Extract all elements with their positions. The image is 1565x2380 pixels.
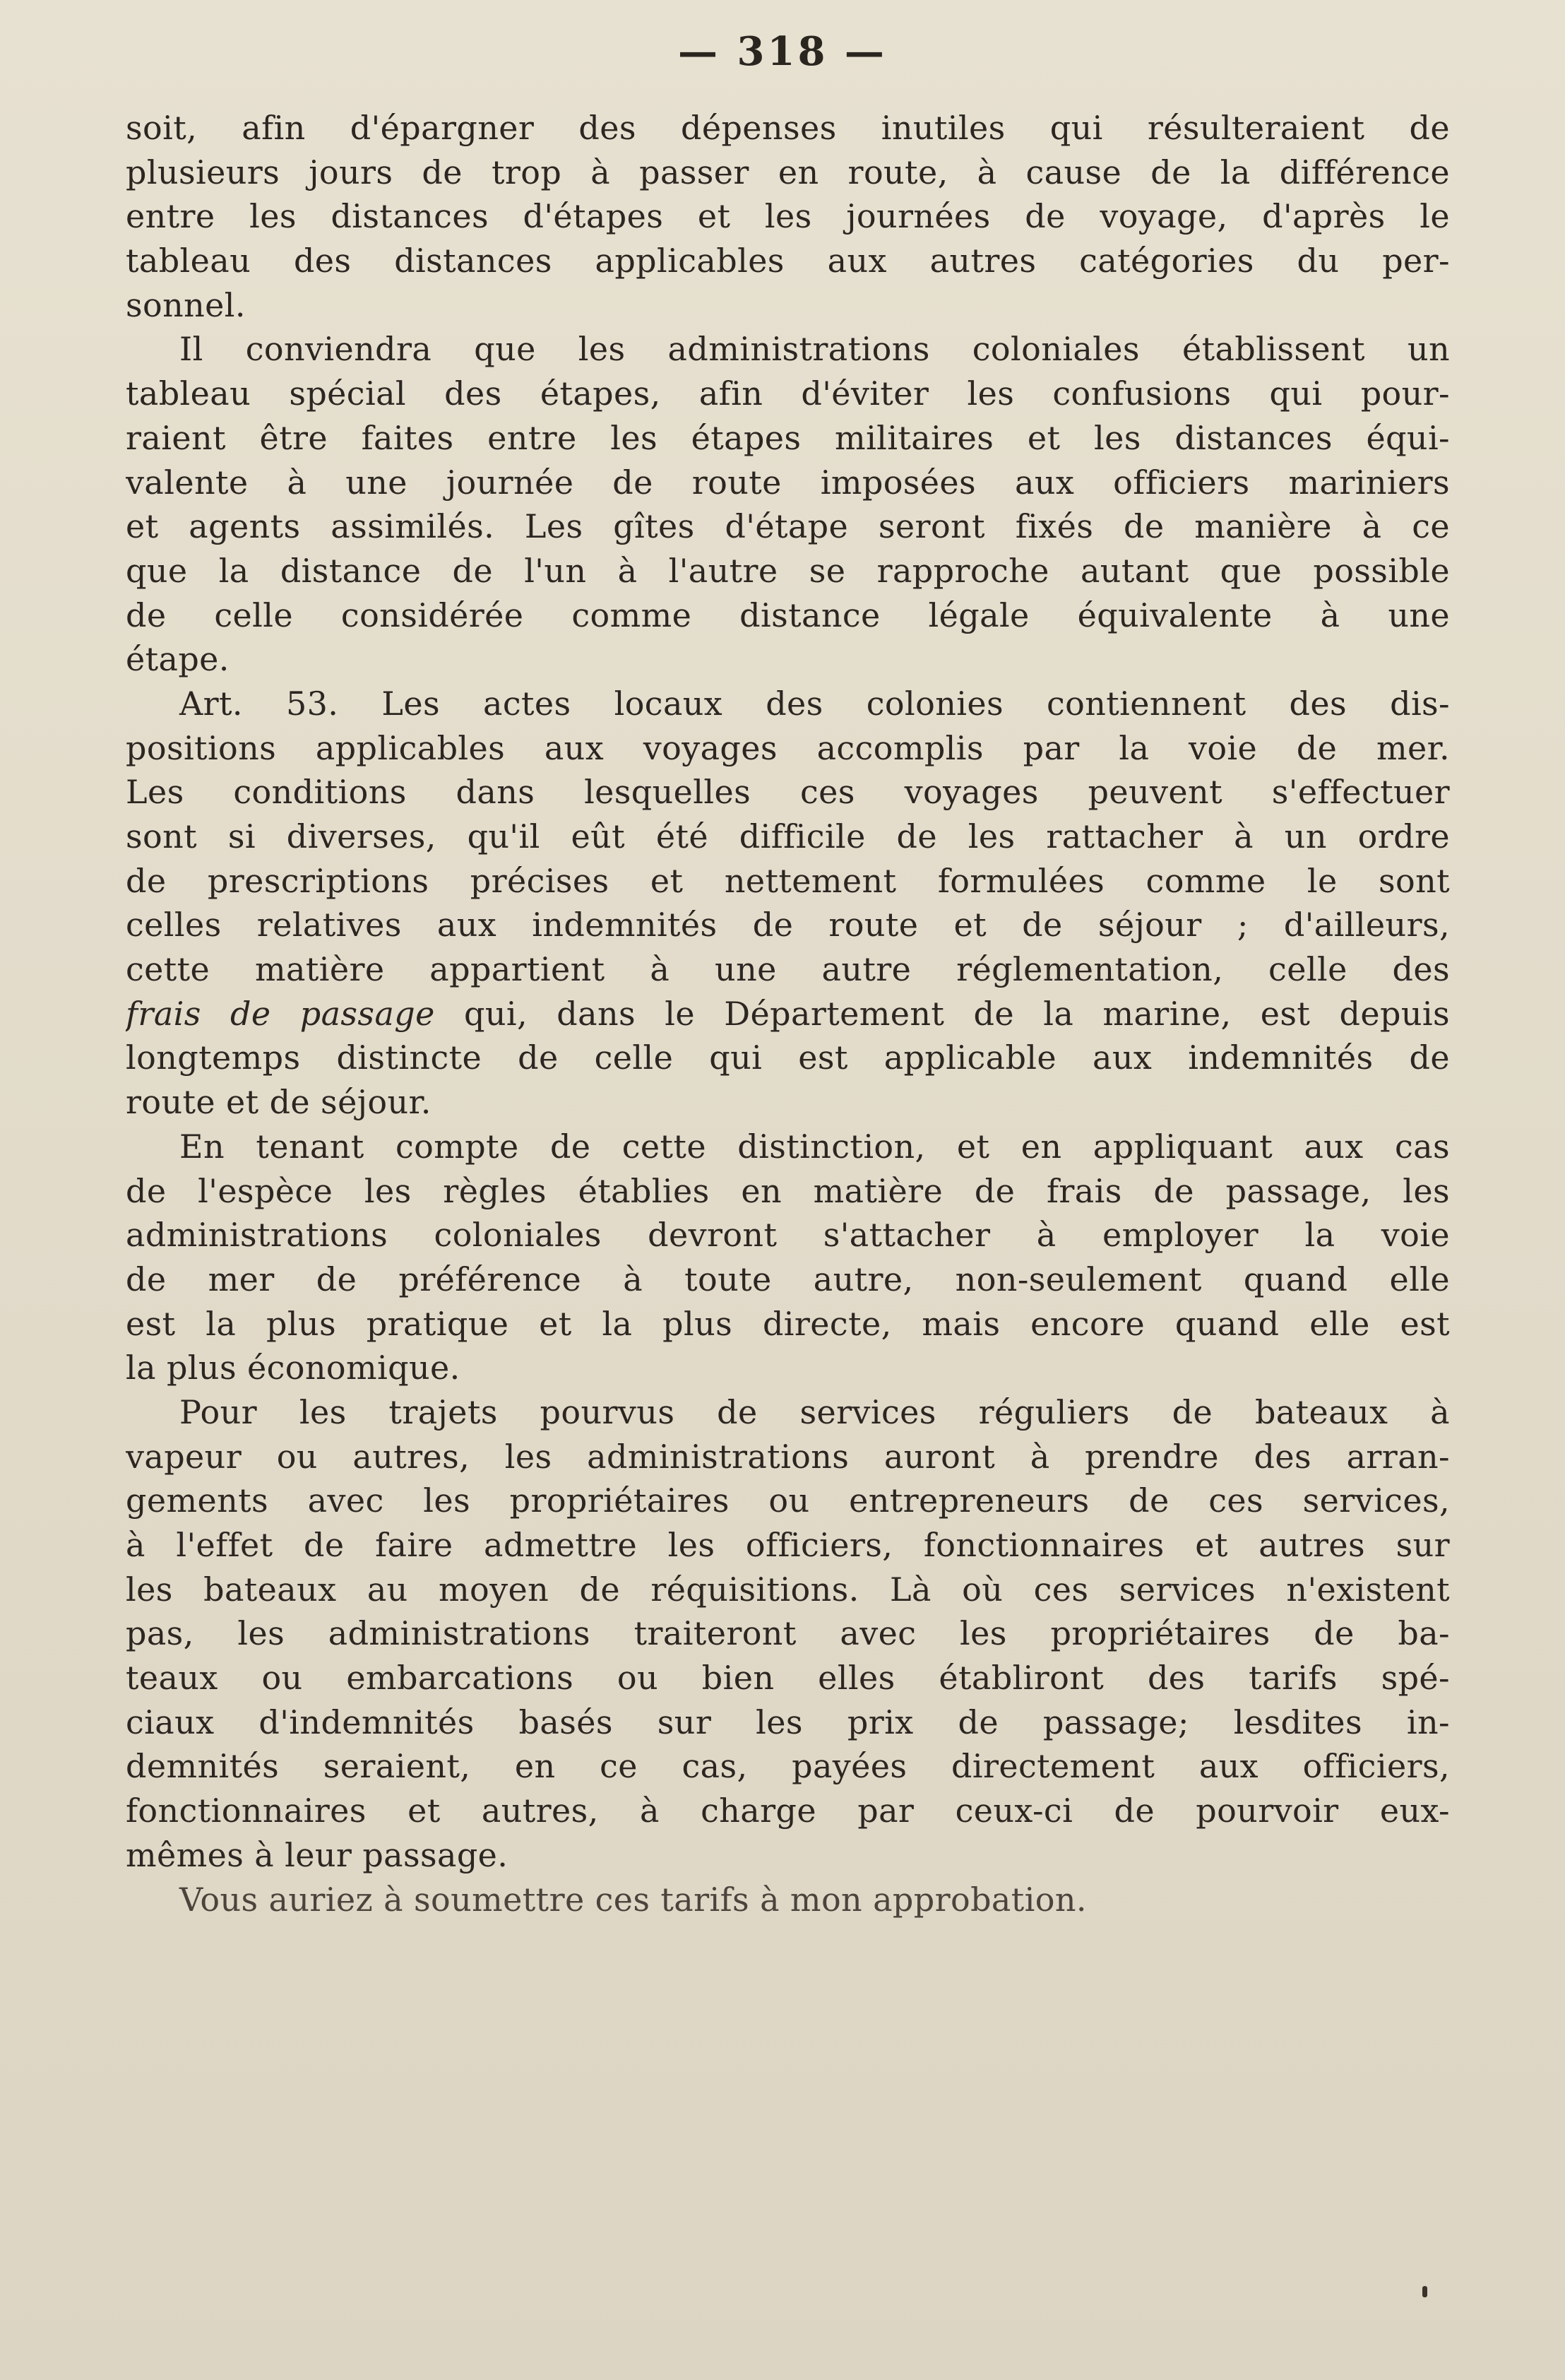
ink-speck — [1422, 2286, 1427, 2297]
text-line: de prescriptions précises et nettement formulées comme le sont — [126, 861, 1450, 900]
text-line: sonnel. — [126, 285, 246, 324]
text-line: En tenant compte de cette distinction, et en appliquant aux cas — [179, 1127, 1450, 1166]
paragraph-1 — [126, 106, 1450, 327]
text-line: route et de séjour. — [126, 1083, 432, 1122]
text-line: entre les distances d'étapes et les journées de voyage, d'après le — [126, 197, 1450, 236]
text-line: teaux ou embarcations ou bien elles établiront des tarifs spé- — [126, 1659, 1450, 1698]
text-line: administrations coloniales devront s'attacher à employer la voie — [126, 1216, 1450, 1255]
text-line: gements avec les propriétaires ou entrepreneurs de ces services, — [126, 1481, 1450, 1520]
text-line: de mer de préférence à toute autre, non-seulement quand elle — [126, 1260, 1450, 1298]
text-line: positions applicables aux voyages accomplis par la voie de mer. — [126, 728, 1450, 767]
paragraph-5 — [126, 1390, 1450, 1878]
text-line: celles relatives aux indemnités de route et de séjour ; d'ailleurs, — [126, 906, 1450, 945]
text-line: mêmes à leur passage. — [126, 1835, 508, 1874]
text-line: vapeur ou autres, les administrations auront à prendre des arran- — [126, 1437, 1450, 1476]
text-line: Il conviendra que les administrations coloniales établissent un — [179, 330, 1450, 369]
italic-term: frais de passage — [126, 994, 435, 1033]
text-line: étape. — [126, 640, 230, 679]
text-line: les bateaux au moyen de réquisitions. Là où ces services n'existent — [126, 1570, 1450, 1609]
text-line: la plus économique. — [126, 1349, 460, 1387]
text-line: ciaux d'indemnités basés sur les prix de passage; lesdites in- — [126, 1703, 1450, 1741]
text-line: tableau spécial des étapes, afin d'éviter les confusions qui pour- — [126, 374, 1450, 413]
text-line: à l'effet de faire admettre les officiers, fonctionnaires et autres sur — [126, 1526, 1450, 1564]
text-line: cette matière appartient à une autre réglementation, celle des — [126, 950, 1450, 989]
paragraph-2 — [126, 327, 1450, 682]
text-line: de l'espèce les règles établies en matière de frais de passage, les — [126, 1171, 1450, 1210]
text-line: que la distance de l'un à l'autre se rapproche autant que possible — [126, 551, 1450, 590]
body-text — [126, 106, 1450, 1922]
text-line: Pour les trajets pourvus de services réguliers de bateaux à — [179, 1392, 1450, 1431]
text-line: Vous auriez à soumettre ces tarifs à mon approbation. — [179, 1880, 1087, 1919]
text-segment: qui, dans le Département de la marine, est depuis — [464, 994, 1450, 1033]
text-line: est la plus pratique et la plus directe, mais encore quand elle est — [126, 1304, 1450, 1343]
text-line: raient être faites entre les étapes militaires et les distances équi- — [126, 418, 1450, 457]
text-line: sont si diverses, qu'il eût été difficile de les rattacher à un ordre — [126, 817, 1450, 856]
text-line: demnités seraient, en ce cas, payées directement aux officiers, — [126, 1747, 1450, 1786]
paragraph-4 — [126, 1125, 1450, 1390]
text-line: soit, afin d'épargner des dépenses inutiles qui résulteraient de — [126, 109, 1450, 147]
text-line: Les conditions dans lesquelles ces voyages peuvent s'effectuer — [126, 773, 1450, 812]
text-line: valente à une journée de route imposées aux officiers mariniers — [126, 463, 1450, 502]
text-line: longtemps distincte de celle qui est applicable aux indemnités de — [126, 1038, 1450, 1077]
page-number: — 318 — — [678, 28, 887, 75]
text-line: et agents assimilés. Les gîtes d'étape seront fixés de manière à ce — [126, 507, 1450, 546]
text-line: de celle considérée comme distance légale équivalente à une — [126, 596, 1450, 634]
text-line-with-italic — [126, 992, 1450, 1036]
text-line: Art. 53. Les actes locaux des colonies contiennent des dis- — [179, 684, 1450, 723]
paragraph-article-53 — [126, 682, 1450, 1125]
text-line: plusieurs jours de trop à passer en route, à cause de la différence — [126, 153, 1450, 191]
text-line: tableau des distances applicables aux autres catégories du per- — [126, 242, 1450, 280]
text-line: pas, les administrations traiteront avec les propriétaires de ba- — [126, 1614, 1450, 1653]
paragraph-6 — [126, 1878, 1450, 1922]
text-line: fonctionnaires et autres, à charge par ceux-ci de pourvoir eux- — [126, 1792, 1450, 1830]
